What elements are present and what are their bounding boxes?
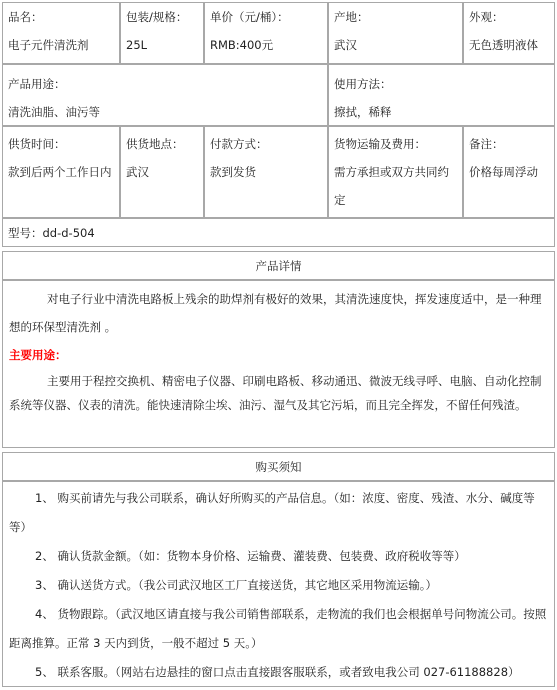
info-cell-product-name [2,2,120,64]
info-cell-supply-time [2,126,120,218]
info-cell-remark [463,126,555,218]
info-cell-supply-place [120,126,204,218]
info-value: 需方承担或双方共同约定 [334,165,449,207]
info-cell-usage [2,64,328,126]
info-label: 单价（元/桶）： [210,10,289,24]
purchase-heading [2,452,555,481]
info-value: 武汉 [334,38,357,52]
info-label: 产品用途： [8,77,66,91]
info-value: 款到发货 [210,165,256,179]
details-heading [2,251,555,280]
info-cell-origin [328,2,463,64]
info-value: 价格每周浮动 [469,165,538,179]
info-cell-appearance [463,2,555,64]
info-value: 擦拭，稀释 [334,105,392,119]
info-label: 外观： [469,10,504,24]
uses-text: 主要用于程控交换机、精密电子仪器、印刷电路板、移动通迅、微波无线寻呼、电脑、自动化控制系统等仪器、仪表的清洗。能快速清除尘埃、油污、湿气及其它污垢，而且完全挥发，不留任何残渣。 [9,374,542,412]
purchase-item: 5、 联系客服。（网站右边悬挂的窗口点击直接跟客服联系，或者致电我公司 027-61188828） [35,665,520,679]
purchase-body [2,481,555,687]
model-number [2,218,555,247]
info-cell-price [204,2,328,64]
info-label: 供货时间： [8,137,66,151]
info-cell-package [120,2,204,64]
info-label: 品名： [8,10,43,24]
info-value: 电子元件清洗剂 [8,38,89,52]
purchase-item: 1、 购买前请先与我公司联系，确认好所购买的产品信息。（如：浓度、密度、残渣、水分、碱度等等） [9,491,535,534]
details-body [2,280,555,448]
purchase-item: 4、 货物跟踪。（武汉地区请直接与我公司销售部联系，走物流的我们也会根据单号问物流公司。按照距离推算。正常 3 天内到货，一般不超过 5 天。） [9,607,547,650]
model-text: 型号：dd-d-504 [8,226,95,240]
purchase-heading-text: 购买须知 [255,460,302,474]
info-label: 产地： [334,10,369,24]
info-label: 供货地点： [126,137,184,151]
info-value: RMB:400元 [210,38,274,52]
info-label: 包装/规格： [126,10,188,24]
info-label: 使用方法： [334,77,392,91]
info-cell-shipping [328,126,463,218]
info-value: 武汉 [126,165,149,179]
info-label: 货物运输及费用： [334,137,426,151]
info-value: 清洗油脂、油污等 [8,105,100,119]
purchase-item: 2、 确认货款金额。（如：货物本身价格、运输费、灌装费、包装费、政府税收等等） [35,549,466,563]
info-value: 款到后两个工作日内 [8,165,112,179]
uses-title: 主要用途： [9,348,67,362]
info-cell-payment [204,126,328,218]
purchase-item: 3、 确认送货方式。（我公司武汉地区工厂直接送货，其它地区采用物流运输。） [35,578,437,592]
info-label: 付款方式： [210,137,268,151]
details-intro: 对电子行业中清洗电路板上残余的助焊剂有极好的效果，其清洗速度快，挥发速度适中，是一种理想的环保型清洗剂 。 [9,292,542,334]
info-cell-method [328,64,555,126]
details-heading-text: 产品详情 [255,259,302,273]
info-label: 备注： [469,137,504,151]
info-value: 无色透明液体 [469,38,538,52]
info-value: 25L [126,38,148,52]
